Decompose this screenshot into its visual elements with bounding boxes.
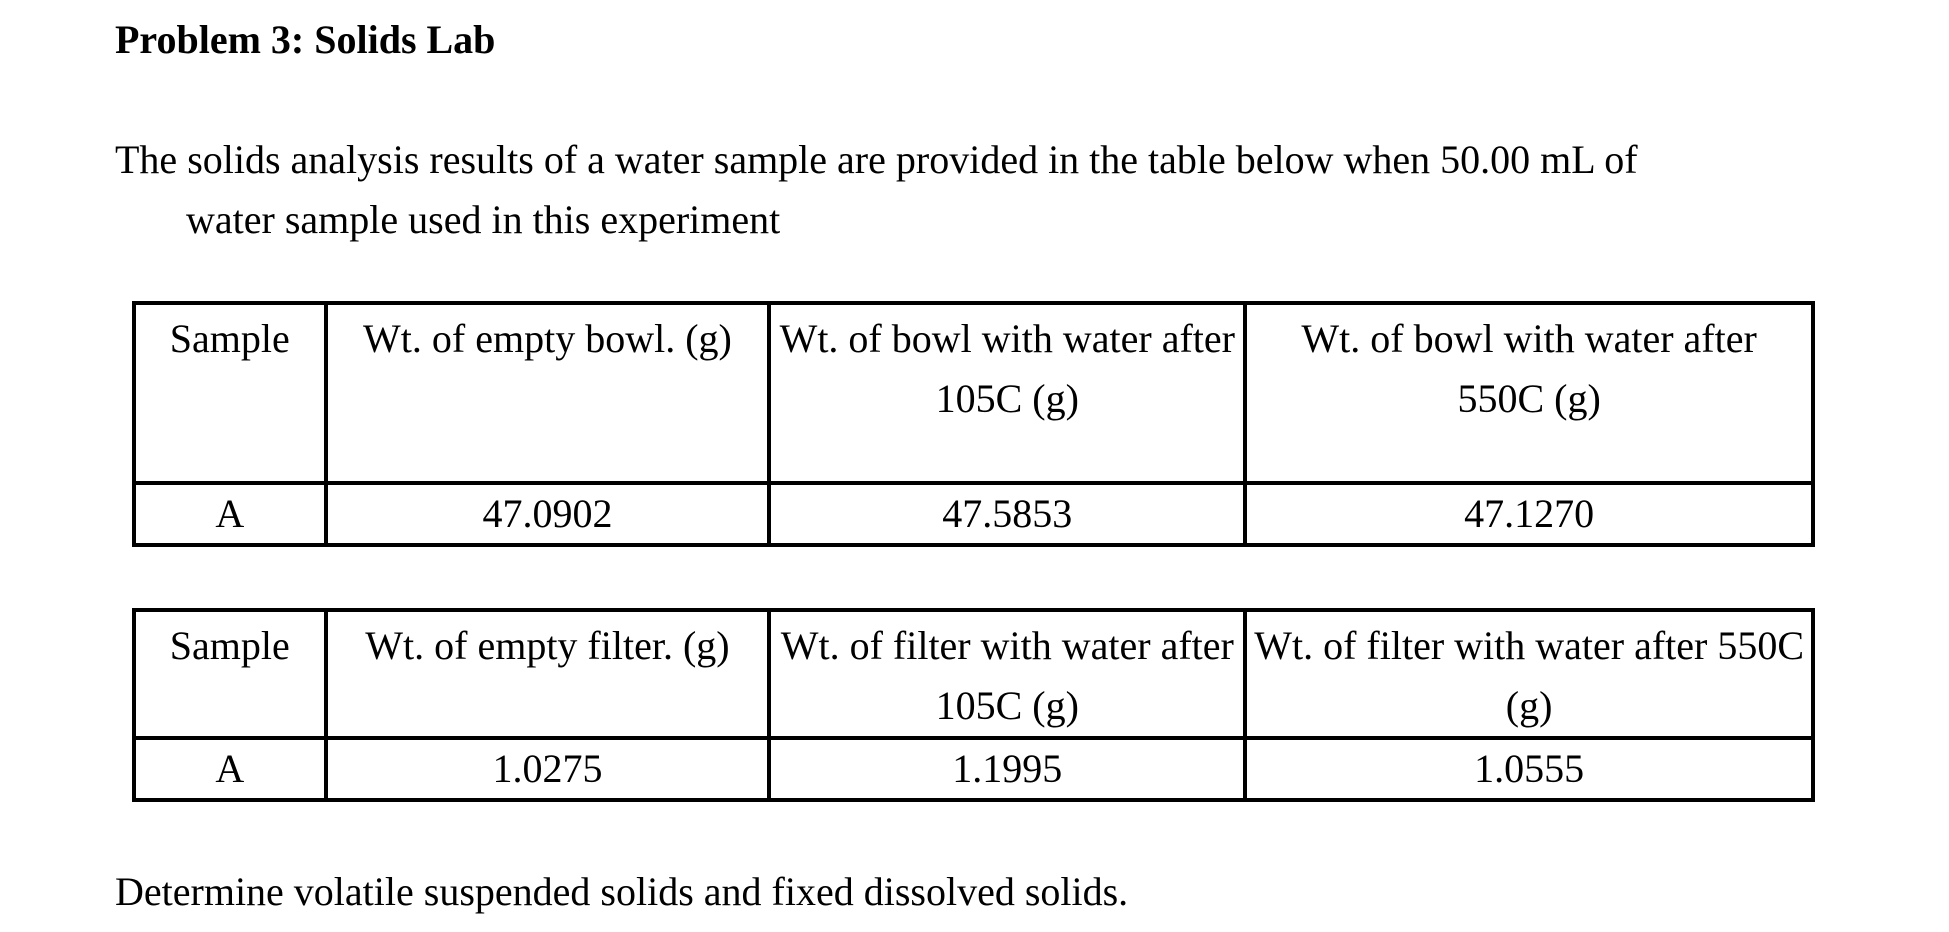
intro-line-2: water sample used in this experiment (186, 197, 781, 242)
column-header-sample: Sample (134, 303, 326, 483)
filter-weights-table (132, 608, 1815, 802)
table-header-row (134, 610, 1813, 738)
column-header-empty-bowl: Wt. of empty bowl. (g) (326, 303, 770, 483)
column-header-sample: Sample (134, 610, 326, 738)
column-header-filter-105c: Wt. of filter with water after 105C (g) (769, 610, 1245, 738)
cell-filter-105c: 1.1995 (769, 738, 1245, 800)
cell-sample: A (134, 738, 326, 800)
column-header-bowl-105c: Wt. of bowl with water after 105C (g) (769, 303, 1245, 483)
intro-line-1: The solids analysis results of a water sample are provided in the table below when 50.00 mL of (115, 137, 1638, 182)
intro-paragraph (115, 130, 1945, 250)
cell-sample: A (134, 483, 326, 545)
column-header-bowl-550c: Wt. of bowl with water after 550C (g) (1245, 303, 1813, 483)
column-header-empty-filter: Wt. of empty filter. (g) (326, 610, 770, 738)
cell-bowl-105c: 47.5853 (769, 483, 1245, 545)
question-text: Determine volatile suspended solids and fixed dissolved solids. (115, 869, 1129, 914)
table-row (134, 738, 1813, 800)
table-row (134, 483, 1813, 545)
cell-bowl-550c: 47.1270 (1245, 483, 1813, 545)
cell-empty-bowl: 47.0902 (326, 483, 770, 545)
cell-filter-550c: 1.0555 (1245, 738, 1813, 800)
bowl-weights-table (132, 301, 1815, 547)
cell-empty-filter: 1.0275 (326, 738, 770, 800)
column-header-filter-550c: Wt. of filter with water after 550C (g) (1245, 610, 1813, 738)
page-title: Problem 3: Solids Lab (115, 17, 496, 62)
table-header-row (134, 303, 1813, 483)
